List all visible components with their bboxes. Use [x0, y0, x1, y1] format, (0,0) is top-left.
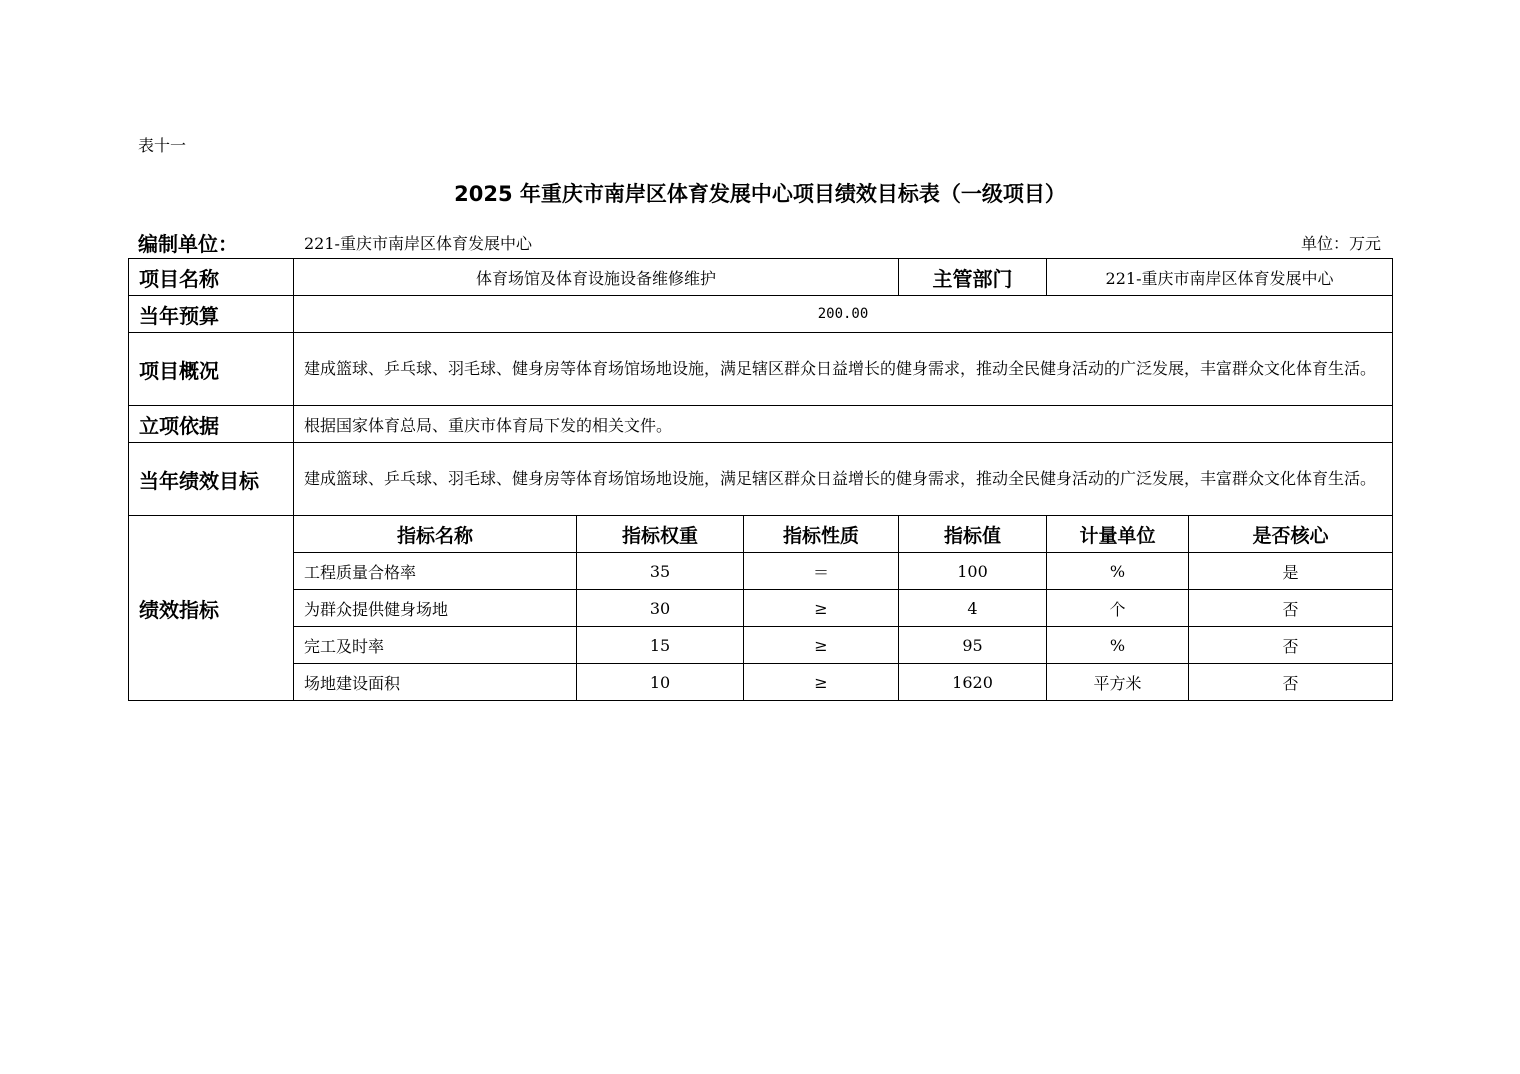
col-header: 计量单位	[1047, 516, 1189, 553]
performance-table	[128, 258, 1393, 701]
project-name-row	[129, 259, 1393, 296]
table-row	[129, 590, 1393, 627]
indicator-value: 4	[899, 590, 1047, 627]
overview-value: 建成篮球、乒乓球、羽毛球、健身房等体育场馆场地设施，满足辖区群众日益增长的健身需求，推动全民健身活动的广泛发展，丰富群众文化体育生活。	[294, 333, 1393, 406]
page-title: 2025 年重庆市南岸区体育发展中心项目绩效目标表（一级项目）	[454, 182, 1066, 206]
indicator-weight: 10	[577, 664, 744, 701]
indicator-core: 是	[1189, 553, 1393, 590]
basis-label: 立项依据	[129, 406, 294, 443]
indicator-core: 否	[1189, 590, 1393, 627]
indicator-core: 否	[1189, 664, 1393, 701]
indicator-value: 95	[899, 627, 1047, 664]
indicator-nature: ≥	[744, 590, 899, 627]
indicator-name: 场地建设面积	[294, 664, 577, 701]
indicator-weight: 15	[577, 627, 744, 664]
dept-label: 主管部门	[899, 259, 1047, 296]
goal-value: 建成篮球、乒乓球、羽毛球、健身房等体育场馆场地设施，满足辖区群众日益增长的健身需求，推动全民健身活动的广泛发展，丰富群众文化体育生活。	[294, 443, 1393, 516]
indicator-nature: ≥	[744, 664, 899, 701]
col-header: 是否核心	[1189, 516, 1393, 553]
indicator-value: 100	[899, 553, 1047, 590]
indicator-core: 否	[1189, 627, 1393, 664]
budget-value: 200.00	[294, 296, 1393, 333]
overview-row	[129, 333, 1393, 406]
indicator-unit: 个	[1047, 590, 1189, 627]
indicator-value: 1620	[899, 664, 1047, 701]
table-row	[129, 664, 1393, 701]
indicator-name: 完工及时率	[294, 627, 577, 664]
unit-label: 单位：万元	[1300, 234, 1381, 253]
col-header: 指标权重	[577, 516, 744, 553]
col-header: 指标性质	[744, 516, 899, 553]
project-name-label: 项目名称	[129, 259, 294, 296]
basis-value: 根据国家体育总局、重庆市体育局下发的相关文件。	[294, 406, 1393, 443]
overview-label: 项目概况	[129, 333, 294, 406]
goal-label: 当年绩效目标	[129, 443, 294, 516]
goal-row	[129, 443, 1393, 516]
org-value: 221-重庆市南岸区体育发展中心	[304, 234, 532, 253]
indicator-weight: 30	[577, 590, 744, 627]
indicator-unit: %	[1047, 627, 1189, 664]
indicators-label: 绩效指标	[129, 516, 294, 701]
col-header: 指标值	[899, 516, 1047, 553]
indicator-nature: ＝	[744, 553, 899, 590]
indicator-name: 为群众提供健身场地	[294, 590, 577, 627]
indicator-unit: %	[1047, 553, 1189, 590]
table-row	[129, 553, 1393, 590]
org-label: 编制单位：	[138, 232, 238, 256]
table-number: 表十一	[138, 136, 187, 155]
budget-label: 当年预算	[129, 296, 294, 333]
indicator-weight: 35	[577, 553, 744, 590]
indicator-name: 工程质量合格率	[294, 553, 577, 590]
project-name-value: 体育场馆及体育设施设备维修维护	[294, 259, 899, 296]
basis-row	[129, 406, 1393, 443]
table-row	[129, 627, 1393, 664]
indicator-unit: 平方米	[1047, 664, 1189, 701]
budget-row	[129, 296, 1393, 333]
col-header: 指标名称	[294, 516, 577, 553]
indicator-header-row	[129, 516, 1393, 553]
indicator-nature: ≥	[744, 627, 899, 664]
dept-value: 221-重庆市南岸区体育发展中心	[1047, 259, 1393, 296]
